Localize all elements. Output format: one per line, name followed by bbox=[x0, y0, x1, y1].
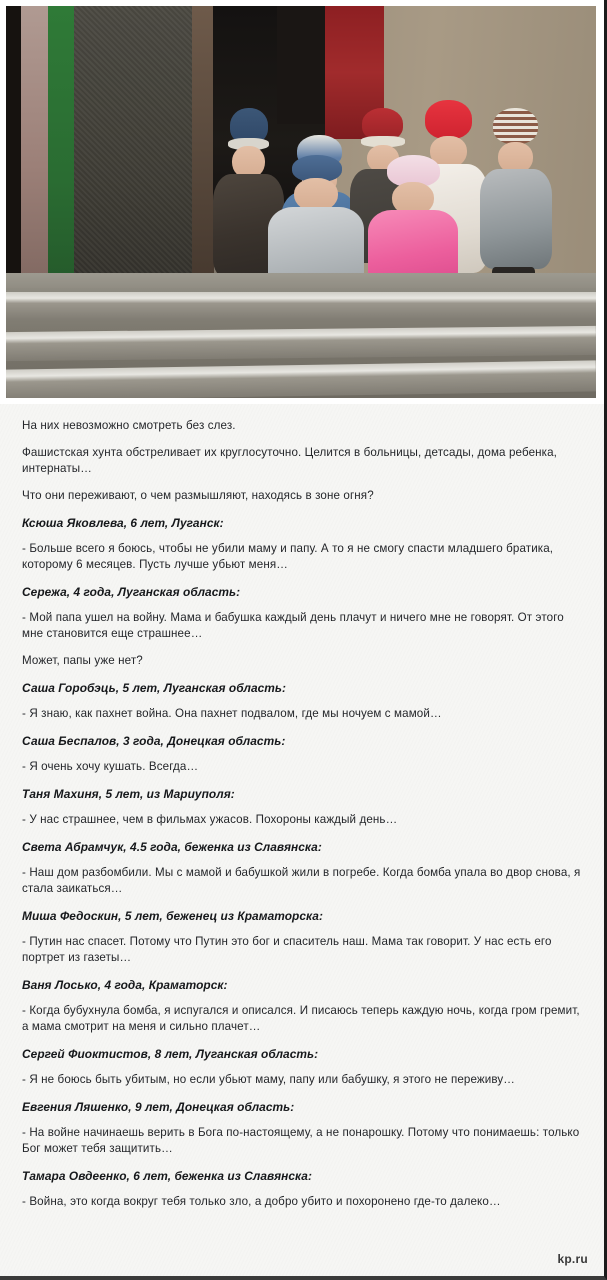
quote-paragraph: - Наш дом разбомбили. Мы с мамой и бабушкой жили в погребе. Когда бомба упала во двор снова, я стала заикаться… bbox=[22, 866, 581, 895]
article-body bbox=[0, 404, 604, 1276]
speaker-heading: Саша Горобэць, 5 лет, Луганская область: bbox=[22, 681, 287, 695]
speaker-heading: Ваня Лосько, 4 года, Краматорск: bbox=[22, 978, 228, 992]
intro-paragraph: Что они переживают, о чем размышляют, находясь в зоне огня? bbox=[22, 489, 374, 502]
photo-doorway-interior-second bbox=[277, 6, 330, 124]
quote-paragraph: - Больше всего я боюсь, чтобы не убили маму и папу. А то я не смогу спасти младшего братика, которому 6 месяцев. Пусть лучше убьют меня… bbox=[22, 542, 554, 571]
photo-step bbox=[6, 292, 596, 319]
speaker-heading: Ксюша Яковлева, 6 лет, Луганск: bbox=[22, 516, 224, 530]
quote-paragraph: - Я знаю, как пахнет война. Она пахнет подвалом, где мы ночуем с мамой… bbox=[22, 707, 442, 720]
speaker-heading: Света Абрамчук, 4.5 года, беженка из Славянска: bbox=[22, 840, 322, 854]
speaker-heading: Саша Беспалов, 3 года, Донецкая область: bbox=[22, 734, 286, 748]
speaker-heading: Евгения Ляшенко, 9 лет, Донецкая область: bbox=[22, 1100, 295, 1114]
quote-paragraph: - Мой папа ушел на войну. Мама и бабушка каждый день плачут и ничего мне не говорят. От этого мне становится еще страшнее… bbox=[22, 611, 564, 640]
quote-paragraph: - Война, это когда вокруг тебя только зло, а добро убито и похоронено где-то далеко… bbox=[22, 1195, 501, 1208]
followup-paragraph: Может, папы уже нет? bbox=[22, 654, 143, 667]
quote-paragraph: - Когда бубухнула бомба, я испугался и описался. И писаюсь теперь каждую ночь, когда гром гремит, а мама смотрит на меня и сильно плачет… bbox=[22, 1004, 580, 1033]
speaker-heading: Сережа, 4 года, Луганская область: bbox=[22, 585, 241, 599]
photo-child-hat-pink-pompom bbox=[425, 100, 471, 139]
quote-paragraph: - У нас страшнее, чем в фильмах ужасов. Похороны каждый день… bbox=[22, 813, 398, 826]
quote-paragraph: - Путин нас спасет. Потому что Путин это бог и спаситель наш. Мама так говорит. У нас есть его портрет из газеты… bbox=[22, 935, 552, 964]
speaker-heading: Тамара Овдеенко, 6 лет, беженка из Славянска: bbox=[22, 1169, 312, 1183]
speaker-heading: Сергей Фиоктистов, 8 лет, Луганская область: bbox=[22, 1047, 319, 1061]
quote-paragraph: - Я не боюсь быть убитым, но если убьют маму, папу или бабушку, я этого не переживу… bbox=[22, 1073, 515, 1086]
quote-paragraph: - На войне начинаешь верить в Бога по-настоящему, а не понарошку. Потому что понимаешь: только Бог может тебя защитить… bbox=[22, 1126, 580, 1155]
photo-child-hat-striped bbox=[493, 108, 537, 144]
photo-child-body bbox=[480, 169, 552, 269]
photo-rough-wall bbox=[74, 6, 192, 296]
speaker-heading: Таня Махиня, 5 лет, из Мариуполя: bbox=[22, 787, 235, 801]
article-photo-frame bbox=[0, 0, 604, 404]
source-watermark: kp.ru bbox=[557, 1252, 588, 1266]
speaker-heading: Миша Федоскин, 5 лет, беженец из Краматорска: bbox=[22, 909, 323, 923]
intro-paragraph: Фашистская хунта обстреливает их круглосуточно. Целится в больницы, детсады, дома ребенка, интернаты… bbox=[22, 446, 557, 475]
photo-green-pillar bbox=[48, 6, 75, 296]
intro-paragraph: На них невозможно смотреть без слез. bbox=[22, 419, 236, 432]
article-photo bbox=[6, 6, 596, 398]
quote-paragraph: - Я очень хочу кушать. Всегда… bbox=[22, 760, 199, 773]
